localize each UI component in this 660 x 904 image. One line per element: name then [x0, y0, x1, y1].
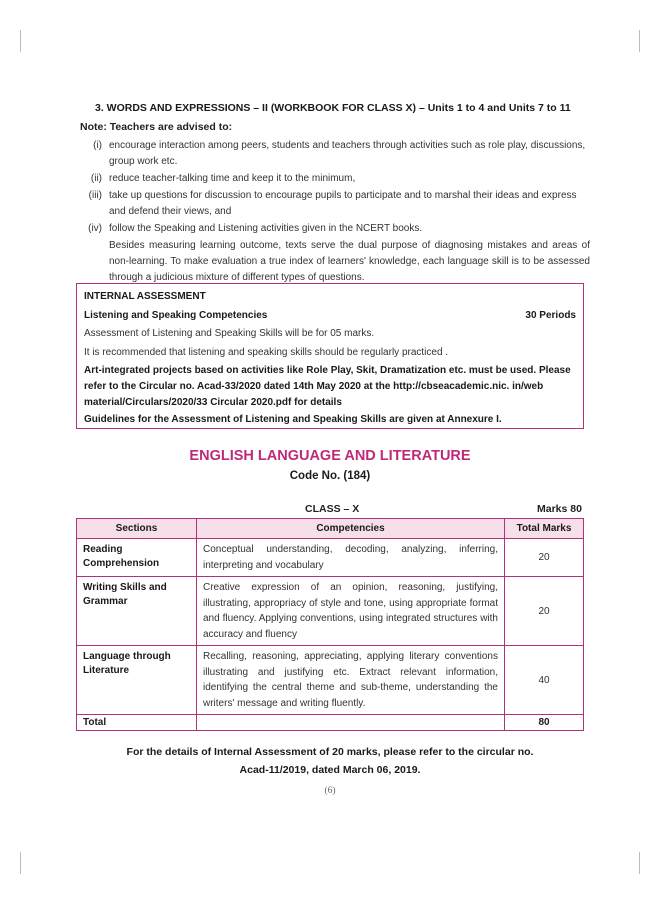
footer-note: [0, 743, 660, 779]
page-number: (6): [324, 786, 336, 796]
row-competencies: Creative expression of an opinion, reasoning, justifying, illustrating, appropriacy of style and tone, using appropriate format and fluency. Applying conventions, using integrated structures with accuracy and fluency: [197, 577, 505, 646]
footer-line-1: For the details of Internal Assessment of 20 marks, please refer to the circular no.: [126, 746, 534, 758]
ia-title: INTERNAL ASSESSMENT: [84, 291, 206, 302]
row-section: Writing Skills and Grammar: [77, 577, 197, 646]
marks-label: Marks 80: [537, 503, 582, 515]
crop-mark: [20, 852, 21, 874]
ia-line-1: Assessment of Listening and Speaking Skills will be for 05 marks.: [84, 328, 375, 339]
ia-subtitle: Listening and Speaking Competencies: [84, 309, 268, 321]
item-number: (iv): [88, 223, 102, 234]
list-item: [80, 188, 590, 220]
total-empty-cell: [197, 715, 505, 731]
ia-guidelines: Guidelines for the Assessment of Listening and Speaking Skills are given at Annexure I.: [84, 414, 502, 425]
ia-art-note: Art-integrated projects based on activities like Role Play, Skit, Dramatization etc. must be used. Please refer to the Circular no. Acad-33/2020 dated 14th May 2020 at the http://cbseacademic.nic. in/web material/Circulars/2020/33 Circular 2020.pdf for details: [84, 365, 571, 408]
item-text: follow the Speaking and Listening activities given in the NCERT books.: [109, 223, 423, 234]
class-label: CLASS – X: [305, 503, 360, 515]
assessment-paragraph: Besides measuring learning outcome, texts serve the dual purpose of diagnosing mistakes and areas of non-learning. To make evaluation a true index of learners' knowledge, each language skill is to be assessed through a judicious mixture of different types of questions.: [109, 240, 590, 283]
header-competencies: Competencies: [197, 519, 505, 539]
table-total-row: [77, 715, 584, 731]
footer-line-2: Acad-11/2019, dated March 06, 2019.: [239, 764, 421, 776]
list-item: [80, 171, 590, 187]
ia-periods: 30 Periods: [525, 309, 576, 321]
crop-mark: [639, 30, 640, 52]
row-section: Reading Comprehension: [77, 539, 197, 577]
row-section: Language through Literature: [77, 646, 197, 715]
item-number: (iii): [88, 190, 102, 201]
total-value: 80: [505, 715, 584, 731]
table-row: [77, 646, 584, 715]
ia-line-2: It is recommended that listening and speaking skills should be regularly practiced .: [84, 346, 449, 358]
crop-mark: [639, 852, 640, 874]
list-item: [80, 221, 590, 237]
competency-table: [76, 518, 584, 731]
item-number: (ii): [90, 173, 102, 184]
advice-list: [80, 138, 590, 286]
row-marks: 20: [505, 577, 584, 646]
table-row: [77, 539, 584, 577]
code-number: Code No. (184): [289, 470, 371, 482]
table-header-row: [77, 519, 584, 539]
total-label: Total: [77, 715, 197, 731]
row-competencies: Conceptual understanding, decoding, analyzing, inferring, interpreting and vocabulary: [197, 539, 505, 577]
internal-assessment-box: [76, 283, 584, 429]
item-number: (i): [93, 140, 102, 151]
note-label: Note: Teachers are advised to:: [80, 121, 233, 133]
row-marks: 20: [505, 539, 584, 577]
item-text: reduce teacher-talking time and keep it to the minimum,: [109, 173, 356, 184]
crop-mark: [20, 30, 21, 52]
item-text: encourage interaction among peers, students and teachers through activities such as role play, discussions, group work etc.: [109, 140, 586, 167]
row-marks: 40: [505, 646, 584, 715]
header-total-marks: Total Marks: [505, 519, 584, 539]
main-title: ENGLISH LANGUAGE AND LITERATURE: [189, 448, 471, 464]
item-text: take up questions for discussion to encourage pupils to participate and to marshal their ideas and express and defend their views, and: [109, 190, 577, 217]
header-sections: Sections: [77, 519, 197, 539]
row-competencies: Recalling, reasoning, appreciating, applying literary conventions illustrating and justifying etc. Extract relevant information, identifying the central theme and sub-theme, understanding the writers' message and writing fluently.: [197, 646, 505, 715]
table-row: [77, 577, 584, 646]
ia-subtitle-row: [84, 307, 576, 326]
section-heading: 3. WORDS AND EXPRESSIONS – II (WORKBOOK FOR CLASS X) – Units 1 to 4 and Units 7 to 11: [95, 102, 571, 114]
list-item: [80, 138, 590, 170]
